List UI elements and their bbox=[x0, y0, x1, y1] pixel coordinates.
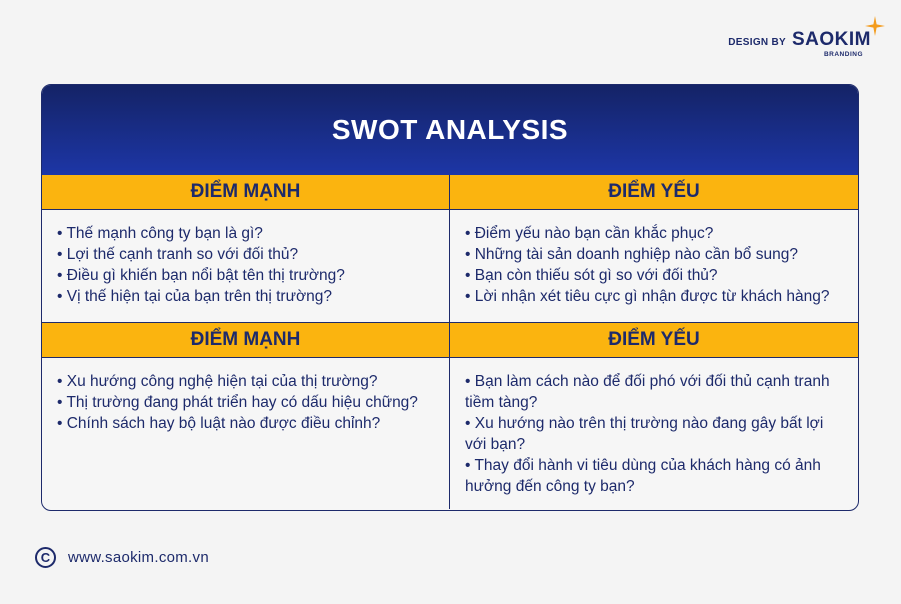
design-by-label: DESIGN BY bbox=[728, 37, 786, 48]
logo-text: SAOKIM bbox=[792, 29, 871, 50]
list-item: • Điểm yếu nào bạn cần khắc phục? bbox=[465, 225, 714, 242]
footer bbox=[35, 547, 209, 568]
list-item: • Xu hướng công nghệ hiện tại của thị trường? bbox=[57, 373, 378, 390]
cell-list bbox=[450, 358, 858, 509]
brand-block bbox=[728, 20, 871, 58]
list-item: • Thay đổi hành vi tiêu dùng của khách hàng có ảnh hưởng đến công ty bạn? bbox=[465, 457, 821, 495]
swot-cell-strengths bbox=[42, 175, 450, 323]
copyright-icon: C bbox=[35, 547, 56, 568]
list-item: • Điều gì khiến bạn nổi bật tên thị trường? bbox=[57, 267, 345, 284]
list-item: • Bạn còn thiếu sót gì so với đối thủ? bbox=[465, 267, 718, 284]
list-item: • Xu hướng nào trên thị trường nào đang gây bất lợi với bạn? bbox=[465, 415, 824, 453]
saokim-logo bbox=[792, 20, 871, 58]
cell-title: ĐIỂM MẠNH bbox=[42, 323, 449, 358]
swot-cell-weaknesses bbox=[450, 175, 858, 323]
list-item: • Vị thế hiện tại của bạn trên thị trường? bbox=[57, 288, 332, 305]
list-item: • Thế mạnh công ty bạn là gì? bbox=[57, 225, 263, 242]
swot-cell-opportunities bbox=[42, 323, 450, 509]
swot-cell-threats bbox=[450, 323, 858, 509]
cell-list bbox=[42, 210, 449, 323]
star-icon bbox=[865, 16, 885, 36]
list-item: • Bạn làm cách nào để đối phó với đối thủ cạnh tranh tiềm tàng? bbox=[465, 373, 830, 411]
swot-grid bbox=[42, 175, 858, 509]
cell-title: ĐIỂM MẠNH bbox=[42, 175, 449, 210]
cell-title: ĐIỂM YẾU bbox=[450, 175, 858, 210]
list-item: • Chính sách hay bộ luật nào được điều chỉnh? bbox=[57, 415, 381, 432]
list-item: • Lợi thế cạnh tranh so với đối thủ? bbox=[57, 246, 299, 263]
cell-list bbox=[450, 210, 858, 323]
cell-list bbox=[42, 358, 449, 509]
swot-header bbox=[42, 85, 858, 175]
page-title: SWOT ANALYSIS bbox=[331, 114, 569, 145]
list-item: • Những tài sản doanh nghiệp nào cần bổ sung? bbox=[465, 246, 798, 263]
list-item: • Lời nhận xét tiêu cực gì nhận được từ khách hàng? bbox=[465, 288, 830, 305]
list-item: • Thị trường đang phát triển hay có dấu hiệu chững? bbox=[57, 394, 418, 411]
logo-subtext: BRANDING bbox=[823, 51, 863, 58]
cell-title: ĐIỂM YẾU bbox=[450, 323, 858, 358]
swot-card bbox=[41, 84, 859, 511]
website-link[interactable]: www.saokim.com.vn bbox=[68, 549, 209, 566]
